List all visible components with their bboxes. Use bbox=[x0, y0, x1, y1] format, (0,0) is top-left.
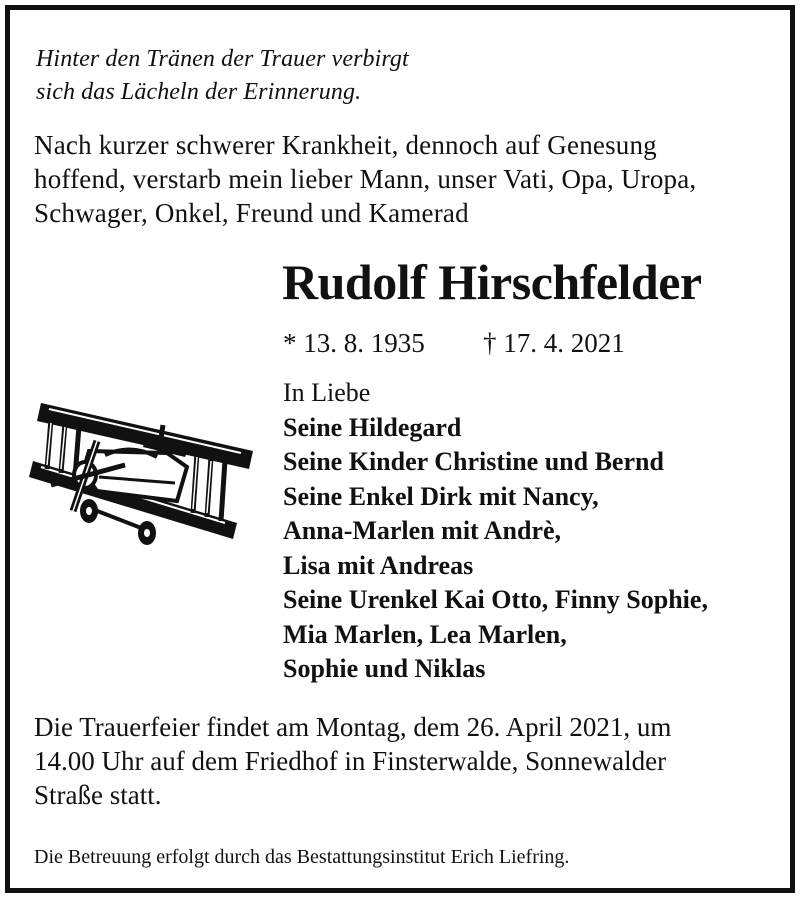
deceased-name: Rudolf Hirschfelder bbox=[282, 254, 702, 310]
intro-line: hoffend, verstarb mein lieber Mann, unser Vati, Opa, Uropa, bbox=[34, 164, 697, 194]
mourner-line: Seine Urenkel Kai Otto, Finny Sophie, bbox=[283, 585, 708, 614]
motto-line: Hinter den Tränen der Trauer verbirgt bbox=[36, 46, 409, 72]
life-dates bbox=[283, 326, 625, 360]
motto bbox=[36, 43, 409, 109]
intro-line: Nach kurzer schwerer Krankheit, dennoch auf Genesung bbox=[34, 130, 657, 160]
intro-line: Schwager, Onkel, Freund und Kamerad bbox=[34, 198, 469, 228]
mourner-line: Seine Kinder Christine und Bernd bbox=[283, 447, 664, 476]
mourner-line: Anna-Marlen mit Andrè, bbox=[283, 516, 562, 545]
toy-biplane-icon bbox=[27, 395, 253, 555]
mourner-line: Lisa mit Andreas bbox=[283, 550, 474, 580]
birth-date: * 13. 8. 1935 bbox=[283, 328, 425, 358]
obituary-frame bbox=[5, 5, 795, 893]
service-line: Straße statt. bbox=[34, 780, 162, 810]
motto-line: sich das Lächeln der Erinnerung. bbox=[36, 79, 362, 105]
service-line: 14.00 Uhr auf dem Friedhof in Finsterwalde, Sonnewalder bbox=[34, 746, 667, 776]
mourners-list bbox=[283, 376, 708, 687]
intro-text bbox=[34, 128, 696, 230]
mourner-line: Sophie und Niklas bbox=[283, 654, 486, 683]
mourner-line: Mia Marlen, Lea Marlen, bbox=[283, 619, 567, 649]
undertaker-note: Die Betreuung erfolgt durch das Bestattungsinstitut Erich Liefring. bbox=[34, 846, 570, 868]
death-date: † 17. 4. 2021 bbox=[483, 328, 625, 358]
mourner-line: Seine Hildegard bbox=[283, 412, 462, 442]
service-line: Die Trauerfeier findet am Montag, dem 26. April 2021, um bbox=[34, 712, 672, 742]
mourner-line: Seine Enkel Dirk mit Nancy, bbox=[283, 481, 599, 511]
funeral-service-info bbox=[34, 710, 671, 812]
mourners-heading: In Liebe bbox=[283, 378, 371, 407]
